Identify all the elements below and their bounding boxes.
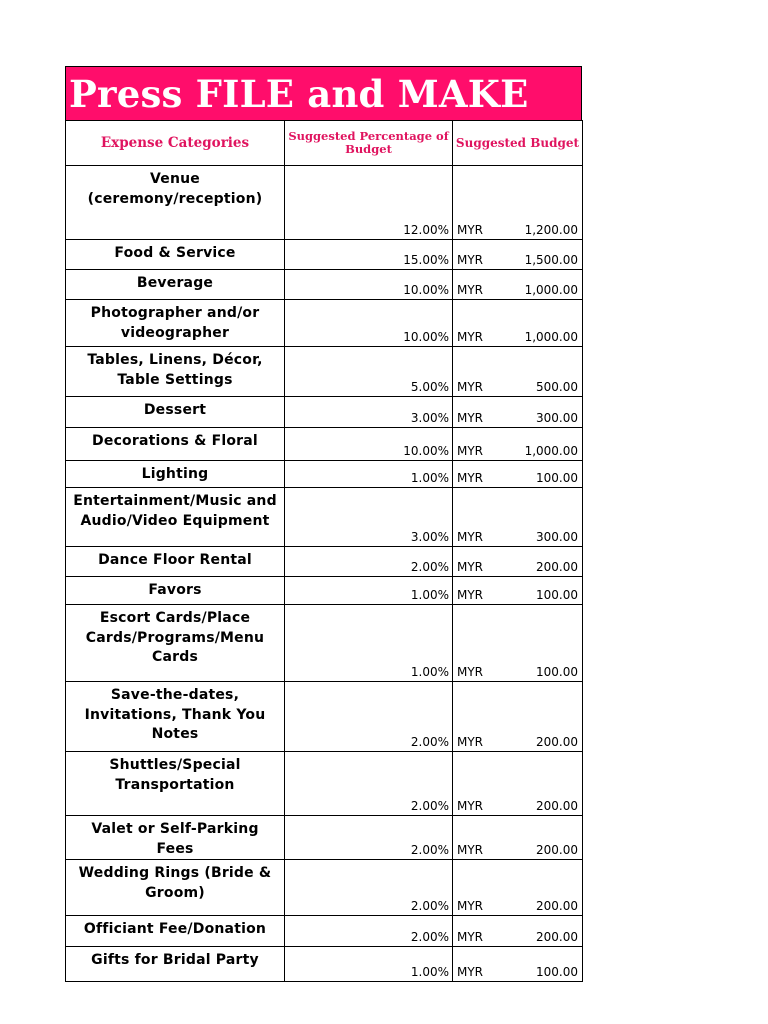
table-row [66, 461, 583, 488]
currency-code: MYR [457, 330, 484, 344]
table-row [66, 816, 583, 860]
budget-amount: 200.00 [536, 899, 578, 913]
budget-amount: 100.00 [536, 665, 578, 679]
budget-sheet [65, 66, 582, 982]
expense-category [66, 347, 285, 397]
expense-category-label: Valet or Self-Parking Fees [91, 821, 259, 857]
budget-value [457, 471, 578, 485]
expense-category-label: Favors [148, 582, 202, 598]
expense-category [66, 605, 285, 682]
budget-amount: 1,200.00 [524, 223, 578, 237]
currency-code: MYR [457, 380, 484, 394]
table-row [66, 166, 583, 240]
suggested-percentage: 2.00% [285, 752, 453, 816]
suggested-budget [453, 488, 583, 547]
budget-amount: 200.00 [536, 735, 578, 749]
suggested-budget [453, 547, 583, 577]
suggested-percentage: 1.00% [285, 577, 453, 605]
header-row [66, 121, 583, 166]
suggested-percentage: 2.00% [285, 916, 453, 947]
expense-category-label: Photographer and/or videographer [90, 305, 260, 341]
expense-category [66, 916, 285, 947]
budget-amount: 300.00 [536, 411, 578, 425]
table-row [66, 300, 583, 347]
budget-value [457, 330, 578, 344]
suggested-percentage: 5.00% [285, 347, 453, 397]
currency-code: MYR [457, 411, 484, 425]
header-suggested-percentage: Suggested Percentage of Budget [285, 121, 453, 166]
budget-amount: 200.00 [536, 799, 578, 813]
suggested-budget [453, 300, 583, 347]
table-row [66, 860, 583, 916]
budget-value [457, 253, 578, 267]
suggested-percentage: 1.00% [285, 461, 453, 488]
currency-code: MYR [457, 253, 484, 267]
suggested-percentage: 3.00% [285, 397, 453, 428]
expense-category-label: Escort Cards/Place Cards/Programs/Menu Cards [85, 610, 265, 665]
page-title: Press FILE and MAKE [69, 71, 529, 116]
expense-category [66, 547, 285, 577]
header-suggested-budget: Suggested Budget [453, 121, 583, 166]
budget-amount: 300.00 [536, 530, 578, 544]
expense-category-label: Venue (ceremony/reception) [87, 171, 263, 207]
currency-code: MYR [457, 930, 484, 944]
budget-amount: 1,500.00 [524, 253, 578, 267]
suggested-budget [453, 682, 583, 752]
currency-code: MYR [457, 735, 484, 749]
table-row [66, 605, 583, 682]
currency-code: MYR [457, 899, 484, 913]
currency-code: MYR [457, 283, 484, 297]
budget-value [457, 735, 578, 749]
budget-value [457, 560, 578, 574]
expense-category [66, 397, 285, 428]
suggested-percentage: 1.00% [285, 605, 453, 682]
title-banner [65, 66, 582, 120]
header-expense-categories: Expense Categories [66, 121, 285, 166]
budget-value [457, 223, 578, 237]
table-row [66, 752, 583, 816]
expense-category [66, 300, 285, 347]
suggested-budget [453, 577, 583, 605]
budget-value [457, 380, 578, 394]
budget-value [457, 530, 578, 544]
expense-category [66, 752, 285, 816]
suggested-percentage: 2.00% [285, 816, 453, 860]
budget-value [457, 444, 578, 458]
table-row [66, 240, 583, 270]
expense-category [66, 488, 285, 547]
currency-code: MYR [457, 665, 484, 679]
expense-category [66, 682, 285, 752]
currency-code: MYR [457, 560, 484, 574]
budget-value [457, 965, 578, 979]
suggested-percentage: 15.00% [285, 240, 453, 270]
table-row [66, 916, 583, 947]
budget-value [457, 899, 578, 913]
currency-code: MYR [457, 223, 484, 237]
currency-code: MYR [457, 471, 484, 485]
currency-code: MYR [457, 588, 484, 602]
budget-value [457, 283, 578, 297]
suggested-budget [453, 816, 583, 860]
budget-value [457, 588, 578, 602]
expense-category-label: Shuttles/Special Transportation [109, 757, 241, 793]
suggested-percentage: 3.00% [285, 488, 453, 547]
expense-category [66, 240, 285, 270]
suggested-budget [453, 860, 583, 916]
expense-category-label: Food & Service [114, 245, 236, 261]
budget-value [457, 799, 578, 813]
budget-amount: 200.00 [536, 560, 578, 574]
table-row [66, 397, 583, 428]
suggested-budget [453, 752, 583, 816]
expense-category-label: Save-the-dates, Invitations, Thank You Notes [84, 687, 266, 742]
currency-code: MYR [457, 965, 484, 979]
budget-value [457, 665, 578, 679]
budget-amount: 200.00 [536, 930, 578, 944]
suggested-budget [453, 270, 583, 300]
suggested-budget [453, 605, 583, 682]
suggested-percentage: 12.00% [285, 166, 453, 240]
budget-amount: 1,000.00 [524, 444, 578, 458]
expense-category-label: Beverage [136, 275, 214, 291]
suggested-budget [453, 947, 583, 982]
expense-category [66, 947, 285, 982]
expense-category-label: Officiant Fee/Donation [83, 921, 267, 937]
budget-value [457, 411, 578, 425]
suggested-budget [453, 397, 583, 428]
table-row [66, 428, 583, 461]
budget-amount: 1,000.00 [524, 283, 578, 297]
suggested-budget [453, 428, 583, 461]
budget-amount: 100.00 [536, 965, 578, 979]
expense-category-label: Dance Floor Rental [98, 552, 252, 568]
currency-code: MYR [457, 843, 484, 857]
suggested-budget [453, 916, 583, 947]
suggested-percentage: 2.00% [285, 860, 453, 916]
budget-amount: 100.00 [536, 588, 578, 602]
expense-category [66, 461, 285, 488]
table-row [66, 488, 583, 547]
budget-table [65, 120, 583, 982]
expense-category [66, 860, 285, 916]
expense-category [66, 816, 285, 860]
suggested-budget [453, 166, 583, 240]
table-row [66, 547, 583, 577]
budget-amount: 200.00 [536, 843, 578, 857]
expense-category-label: Gifts for Bridal Party [91, 952, 259, 968]
budget-amount: 1,000.00 [524, 330, 578, 344]
expense-category-label: Decorations & Floral [92, 433, 258, 449]
suggested-percentage: 1.00% [285, 947, 453, 982]
table-row [66, 682, 583, 752]
expense-category [66, 166, 285, 240]
currency-code: MYR [457, 530, 484, 544]
suggested-percentage: 10.00% [285, 428, 453, 461]
currency-code: MYR [457, 799, 484, 813]
expense-category-label: Wedding Rings (Bride & Groom) [78, 865, 272, 901]
table-row [66, 577, 583, 605]
expense-category [66, 428, 285, 461]
table-row [66, 347, 583, 397]
budget-value [457, 843, 578, 857]
suggested-budget [453, 347, 583, 397]
expense-category-label: Dessert [143, 402, 207, 418]
budget-value [457, 930, 578, 944]
suggested-budget [453, 240, 583, 270]
suggested-percentage: 10.00% [285, 270, 453, 300]
suggested-budget [453, 461, 583, 488]
expense-category-label: Tables, Linens, Décor, Table Settings [87, 352, 263, 388]
suggested-percentage: 10.00% [285, 300, 453, 347]
budget-amount: 100.00 [536, 471, 578, 485]
suggested-percentage: 2.00% [285, 682, 453, 752]
table-row [66, 947, 583, 982]
currency-code: MYR [457, 444, 484, 458]
expense-category [66, 577, 285, 605]
expense-category-label: Lighting [141, 466, 209, 482]
expense-category-label: Entertainment/Music and Audio/Video Equipment [73, 493, 277, 529]
suggested-percentage: 2.00% [285, 547, 453, 577]
table-row [66, 270, 583, 300]
expense-category [66, 270, 285, 300]
budget-amount: 500.00 [536, 380, 578, 394]
